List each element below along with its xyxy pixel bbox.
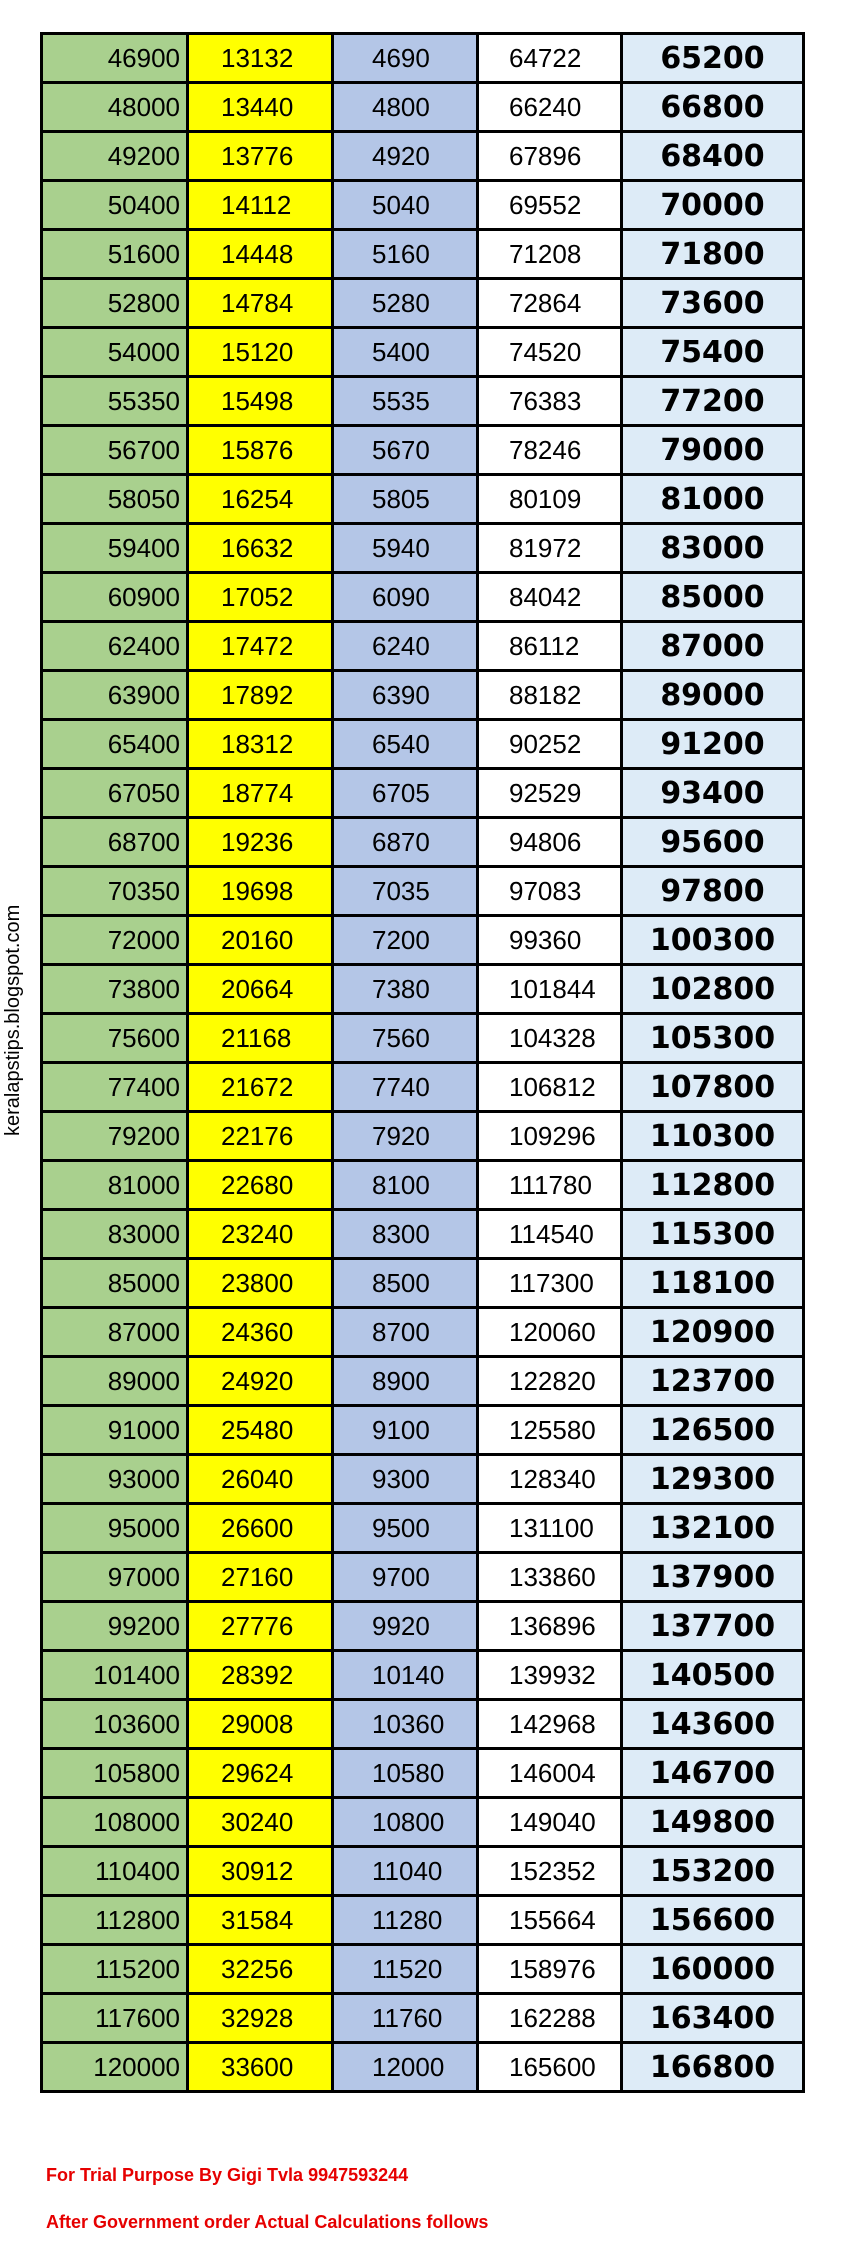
table-row [42, 1308, 804, 1357]
footer-note-trial: For Trial Purpose By Gigi Tvla 9947593244 [46, 2165, 409, 2185]
table-row [42, 279, 804, 328]
hra-amount-cell: 12000 [333, 2043, 478, 2092]
hra-amount-cell: 4690 [333, 34, 478, 83]
basic-pay-cell: 115200 [42, 1945, 188, 1994]
da-amount-cell: 17052 [188, 573, 333, 622]
revised-pay-cell: 137700 [622, 1602, 804, 1651]
total-amount-cell: 92529 [478, 769, 622, 818]
hra-amount-cell: 11040 [333, 1847, 478, 1896]
da-amount-cell: 15120 [188, 328, 333, 377]
revised-pay-cell: 81000 [622, 475, 804, 524]
total-amount-cell: 146004 [478, 1749, 622, 1798]
da-amount-cell: 27160 [188, 1553, 333, 1602]
hra-amount-cell: 11280 [333, 1896, 478, 1945]
hra-amount-cell: 6090 [333, 573, 478, 622]
total-amount-cell: 69552 [478, 181, 622, 230]
basic-pay-cell: 60900 [42, 573, 188, 622]
basic-pay-cell: 87000 [42, 1308, 188, 1357]
basic-pay-cell: 50400 [42, 181, 188, 230]
basic-pay-cell: 117600 [42, 1994, 188, 2043]
total-amount-cell: 99360 [478, 916, 622, 965]
hra-amount-cell: 5160 [333, 230, 478, 279]
da-amount-cell: 27776 [188, 1602, 333, 1651]
revised-pay-cell: 126500 [622, 1406, 804, 1455]
total-amount-cell: 165600 [478, 2043, 622, 2092]
hra-amount-cell: 5400 [333, 328, 478, 377]
table-row [42, 1504, 804, 1553]
da-amount-cell: 23800 [188, 1259, 333, 1308]
hra-amount-cell: 7560 [333, 1014, 478, 1063]
da-amount-cell: 25480 [188, 1406, 333, 1455]
da-amount-cell: 17472 [188, 622, 333, 671]
hra-amount-cell: 6705 [333, 769, 478, 818]
revised-pay-cell: 120900 [622, 1308, 804, 1357]
pay-scale-table-body [42, 34, 804, 2092]
da-amount-cell: 20160 [188, 916, 333, 965]
table-row [42, 867, 804, 916]
revised-pay-cell: 83000 [622, 524, 804, 573]
table-row [42, 818, 804, 867]
basic-pay-cell: 55350 [42, 377, 188, 426]
revised-pay-cell: 66800 [622, 83, 804, 132]
revised-pay-cell: 160000 [622, 1945, 804, 1994]
total-amount-cell: 78246 [478, 426, 622, 475]
basic-pay-cell: 46900 [42, 34, 188, 83]
basic-pay-cell: 62400 [42, 622, 188, 671]
da-amount-cell: 16632 [188, 524, 333, 573]
table-row [42, 1357, 804, 1406]
total-amount-cell: 76383 [478, 377, 622, 426]
revised-pay-cell: 102800 [622, 965, 804, 1014]
revised-pay-cell: 137900 [622, 1553, 804, 1602]
basic-pay-cell: 65400 [42, 720, 188, 769]
revised-pay-cell: 100300 [622, 916, 804, 965]
revised-pay-cell: 140500 [622, 1651, 804, 1700]
basic-pay-cell: 93000 [42, 1455, 188, 1504]
total-amount-cell: 131100 [478, 1504, 622, 1553]
da-amount-cell: 31584 [188, 1896, 333, 1945]
da-amount-cell: 29008 [188, 1700, 333, 1749]
hra-amount-cell: 8500 [333, 1259, 478, 1308]
da-amount-cell: 22680 [188, 1161, 333, 1210]
da-amount-cell: 13776 [188, 132, 333, 181]
pay-scale-table [40, 32, 805, 2093]
revised-pay-cell: 166800 [622, 2043, 804, 2092]
table-row [42, 1014, 804, 1063]
da-amount-cell: 14448 [188, 230, 333, 279]
total-amount-cell: 133860 [478, 1553, 622, 1602]
basic-pay-cell: 89000 [42, 1357, 188, 1406]
hra-amount-cell: 5805 [333, 475, 478, 524]
revised-pay-cell: 70000 [622, 181, 804, 230]
hra-amount-cell: 10580 [333, 1749, 478, 1798]
table-row [42, 622, 804, 671]
hra-amount-cell: 4800 [333, 83, 478, 132]
total-amount-cell: 101844 [478, 965, 622, 1014]
revised-pay-cell: 132100 [622, 1504, 804, 1553]
hra-amount-cell: 9920 [333, 1602, 478, 1651]
table-row [42, 83, 804, 132]
da-amount-cell: 30240 [188, 1798, 333, 1847]
table-row [42, 573, 804, 622]
basic-pay-cell: 112800 [42, 1896, 188, 1945]
table-row [42, 916, 804, 965]
total-amount-cell: 128340 [478, 1455, 622, 1504]
basic-pay-cell: 83000 [42, 1210, 188, 1259]
table-row [42, 1112, 804, 1161]
footer-note-government-order: After Government order Actual Calculations follows [46, 2212, 489, 2232]
basic-pay-cell: 56700 [42, 426, 188, 475]
table-row [42, 1994, 804, 2043]
revised-pay-cell: 77200 [622, 377, 804, 426]
da-amount-cell: 32256 [188, 1945, 333, 1994]
basic-pay-cell: 77400 [42, 1063, 188, 1112]
table-row [42, 1063, 804, 1112]
basic-pay-cell: 49200 [42, 132, 188, 181]
da-amount-cell: 13132 [188, 34, 333, 83]
total-amount-cell: 149040 [478, 1798, 622, 1847]
total-amount-cell: 74520 [478, 328, 622, 377]
table-row [42, 2043, 804, 2092]
table-row [42, 1749, 804, 1798]
revised-pay-cell: 107800 [622, 1063, 804, 1112]
revised-pay-cell: 156600 [622, 1896, 804, 1945]
hra-amount-cell: 6540 [333, 720, 478, 769]
revised-pay-cell: 105300 [622, 1014, 804, 1063]
hra-amount-cell: 10140 [333, 1651, 478, 1700]
da-amount-cell: 13440 [188, 83, 333, 132]
total-amount-cell: 136896 [478, 1602, 622, 1651]
hra-amount-cell: 8100 [333, 1161, 478, 1210]
revised-pay-cell: 79000 [622, 426, 804, 475]
total-amount-cell: 88182 [478, 671, 622, 720]
da-amount-cell: 14784 [188, 279, 333, 328]
total-amount-cell: 67896 [478, 132, 622, 181]
table-row [42, 1161, 804, 1210]
site-watermark-text: keralapstips.blogspot.com [2, 904, 24, 1136]
basic-pay-cell: 58050 [42, 475, 188, 524]
table-row [42, 426, 804, 475]
table-row [42, 1700, 804, 1749]
revised-pay-cell: 85000 [622, 573, 804, 622]
hra-amount-cell: 8700 [333, 1308, 478, 1357]
basic-pay-cell: 68700 [42, 818, 188, 867]
basic-pay-cell: 95000 [42, 1504, 188, 1553]
basic-pay-cell: 97000 [42, 1553, 188, 1602]
revised-pay-cell: 110300 [622, 1112, 804, 1161]
basic-pay-cell: 105800 [42, 1749, 188, 1798]
total-amount-cell: 90252 [478, 720, 622, 769]
basic-pay-cell: 63900 [42, 671, 188, 720]
revised-pay-cell: 73600 [622, 279, 804, 328]
hra-amount-cell: 6240 [333, 622, 478, 671]
basic-pay-cell: 81000 [42, 1161, 188, 1210]
basic-pay-cell: 110400 [42, 1847, 188, 1896]
da-amount-cell: 15876 [188, 426, 333, 475]
table-row [42, 1847, 804, 1896]
hra-amount-cell: 9500 [333, 1504, 478, 1553]
table-row [42, 132, 804, 181]
total-amount-cell: 155664 [478, 1896, 622, 1945]
basic-pay-cell: 85000 [42, 1259, 188, 1308]
hra-amount-cell: 7920 [333, 1112, 478, 1161]
hra-amount-cell: 7200 [333, 916, 478, 965]
hra-amount-cell: 5670 [333, 426, 478, 475]
hra-amount-cell: 7035 [333, 867, 478, 916]
da-amount-cell: 28392 [188, 1651, 333, 1700]
hra-amount-cell: 11760 [333, 1994, 478, 2043]
table-row [42, 1896, 804, 1945]
total-amount-cell: 104328 [478, 1014, 622, 1063]
basic-pay-cell: 75600 [42, 1014, 188, 1063]
table-row [42, 769, 804, 818]
revised-pay-cell: 112800 [622, 1161, 804, 1210]
basic-pay-cell: 54000 [42, 328, 188, 377]
table-row [42, 377, 804, 426]
basic-pay-cell: 70350 [42, 867, 188, 916]
table-row [42, 720, 804, 769]
da-amount-cell: 26600 [188, 1504, 333, 1553]
basic-pay-cell: 52800 [42, 279, 188, 328]
table-row [42, 1798, 804, 1847]
hra-amount-cell: 10800 [333, 1798, 478, 1847]
hra-amount-cell: 6390 [333, 671, 478, 720]
revised-pay-cell: 163400 [622, 1994, 804, 2043]
revised-pay-cell: 118100 [622, 1259, 804, 1308]
table-row [42, 230, 804, 279]
total-amount-cell: 111780 [478, 1161, 622, 1210]
da-amount-cell: 24360 [188, 1308, 333, 1357]
basic-pay-cell: 101400 [42, 1651, 188, 1700]
revised-pay-cell: 115300 [622, 1210, 804, 1259]
da-amount-cell: 17892 [188, 671, 333, 720]
revised-pay-cell: 95600 [622, 818, 804, 867]
da-amount-cell: 18774 [188, 769, 333, 818]
revised-pay-cell: 87000 [622, 622, 804, 671]
da-amount-cell: 21672 [188, 1063, 333, 1112]
basic-pay-cell: 48000 [42, 83, 188, 132]
basic-pay-cell: 79200 [42, 1112, 188, 1161]
total-amount-cell: 97083 [478, 867, 622, 916]
revised-pay-cell: 153200 [622, 1847, 804, 1896]
table-row [42, 671, 804, 720]
total-amount-cell: 64722 [478, 34, 622, 83]
hra-amount-cell: 5940 [333, 524, 478, 573]
total-amount-cell: 94806 [478, 818, 622, 867]
total-amount-cell: 114540 [478, 1210, 622, 1259]
da-amount-cell: 14112 [188, 181, 333, 230]
total-amount-cell: 158976 [478, 1945, 622, 1994]
basic-pay-cell: 99200 [42, 1602, 188, 1651]
hra-amount-cell: 4920 [333, 132, 478, 181]
basic-pay-cell: 108000 [42, 1798, 188, 1847]
total-amount-cell: 122820 [478, 1357, 622, 1406]
basic-pay-cell: 120000 [42, 2043, 188, 2092]
revised-pay-cell: 89000 [622, 671, 804, 720]
total-amount-cell: 81972 [478, 524, 622, 573]
basic-pay-cell: 51600 [42, 230, 188, 279]
table-row [42, 1602, 804, 1651]
total-amount-cell: 84042 [478, 573, 622, 622]
total-amount-cell: 86112 [478, 622, 622, 671]
hra-amount-cell: 7380 [333, 965, 478, 1014]
table-row [42, 1553, 804, 1602]
da-amount-cell: 23240 [188, 1210, 333, 1259]
table-row [42, 1945, 804, 1994]
total-amount-cell: 72864 [478, 279, 622, 328]
hra-amount-cell: 8300 [333, 1210, 478, 1259]
revised-pay-cell: 143600 [622, 1700, 804, 1749]
hra-amount-cell: 11520 [333, 1945, 478, 1994]
da-amount-cell: 19698 [188, 867, 333, 916]
table-row [42, 328, 804, 377]
basic-pay-cell: 73800 [42, 965, 188, 1014]
da-amount-cell: 33600 [188, 2043, 333, 2092]
total-amount-cell: 117300 [478, 1259, 622, 1308]
revised-pay-cell: 75400 [622, 328, 804, 377]
revised-pay-cell: 65200 [622, 34, 804, 83]
basic-pay-cell: 91000 [42, 1406, 188, 1455]
revised-pay-cell: 149800 [622, 1798, 804, 1847]
da-amount-cell: 26040 [188, 1455, 333, 1504]
revised-pay-cell: 71800 [622, 230, 804, 279]
table-row [42, 1210, 804, 1259]
da-amount-cell: 19236 [188, 818, 333, 867]
hra-amount-cell: 7740 [333, 1063, 478, 1112]
da-amount-cell: 20664 [188, 965, 333, 1014]
da-amount-cell: 32928 [188, 1994, 333, 2043]
revised-pay-cell: 129300 [622, 1455, 804, 1504]
hra-amount-cell: 6870 [333, 818, 478, 867]
hra-amount-cell: 5535 [333, 377, 478, 426]
table-row [42, 965, 804, 1014]
basic-pay-cell: 59400 [42, 524, 188, 573]
da-amount-cell: 18312 [188, 720, 333, 769]
hra-amount-cell: 9100 [333, 1406, 478, 1455]
hra-amount-cell: 10360 [333, 1700, 478, 1749]
revised-pay-cell: 93400 [622, 769, 804, 818]
revised-pay-cell: 68400 [622, 132, 804, 181]
hra-amount-cell: 9300 [333, 1455, 478, 1504]
da-amount-cell: 24920 [188, 1357, 333, 1406]
total-amount-cell: 120060 [478, 1308, 622, 1357]
basic-pay-cell: 103600 [42, 1700, 188, 1749]
hra-amount-cell: 5280 [333, 279, 478, 328]
da-amount-cell: 30912 [188, 1847, 333, 1896]
total-amount-cell: 66240 [478, 83, 622, 132]
total-amount-cell: 125580 [478, 1406, 622, 1455]
total-amount-cell: 152352 [478, 1847, 622, 1896]
da-amount-cell: 21168 [188, 1014, 333, 1063]
hra-amount-cell: 9700 [333, 1553, 478, 1602]
total-amount-cell: 71208 [478, 230, 622, 279]
da-amount-cell: 15498 [188, 377, 333, 426]
table-row [42, 524, 804, 573]
revised-pay-cell: 91200 [622, 720, 804, 769]
table-row [42, 34, 804, 83]
table-row [42, 1259, 804, 1308]
revised-pay-cell: 146700 [622, 1749, 804, 1798]
table-row [42, 1406, 804, 1455]
hra-amount-cell: 8900 [333, 1357, 478, 1406]
da-amount-cell: 16254 [188, 475, 333, 524]
hra-amount-cell: 5040 [333, 181, 478, 230]
basic-pay-cell: 72000 [42, 916, 188, 965]
basic-pay-cell: 67050 [42, 769, 188, 818]
da-amount-cell: 22176 [188, 1112, 333, 1161]
total-amount-cell: 109296 [478, 1112, 622, 1161]
total-amount-cell: 142968 [478, 1700, 622, 1749]
table-row [42, 1455, 804, 1504]
table-row [42, 181, 804, 230]
table-row [42, 475, 804, 524]
revised-pay-cell: 123700 [622, 1357, 804, 1406]
total-amount-cell: 139932 [478, 1651, 622, 1700]
total-amount-cell: 106812 [478, 1063, 622, 1112]
total-amount-cell: 162288 [478, 1994, 622, 2043]
table-row [42, 1651, 804, 1700]
total-amount-cell: 80109 [478, 475, 622, 524]
revised-pay-cell: 97800 [622, 867, 804, 916]
da-amount-cell: 29624 [188, 1749, 333, 1798]
